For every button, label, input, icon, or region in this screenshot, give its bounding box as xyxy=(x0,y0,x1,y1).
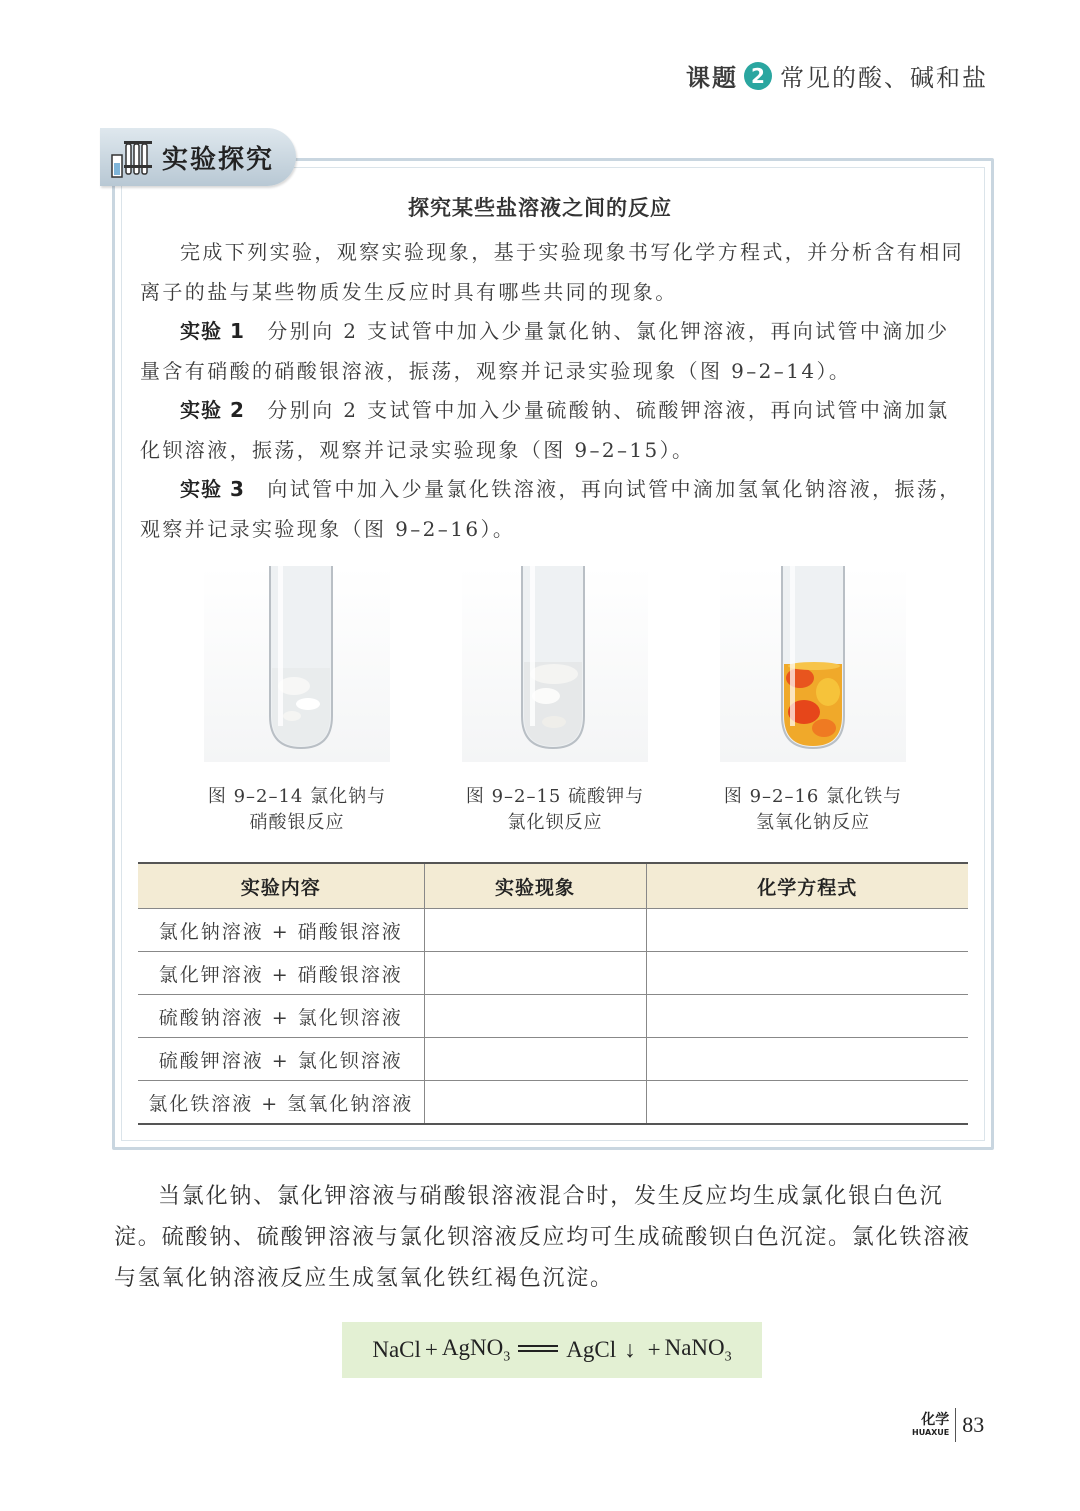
row-equation-cell xyxy=(646,995,968,1038)
figure-9-2-14-caption: 图 9–2–14 氯化钠与 硝酸银反应 xyxy=(207,786,387,833)
equals-sign-icon xyxy=(518,1342,558,1355)
equation-plus-1: + xyxy=(424,1337,438,1362)
equation-plus-2: + xyxy=(647,1337,661,1362)
row-equation-cell xyxy=(646,952,968,995)
table-header-row xyxy=(138,863,968,909)
row-content: 硫酸钠溶液 + 氯化钡溶液 xyxy=(138,995,424,1038)
row-phenomenon-cell xyxy=(424,952,646,995)
equation-reactant-2: AgNO$_3$ xyxy=(441,1334,511,1365)
footer-divider xyxy=(955,1408,956,1442)
experiment-3-text: 向试管中加入少量氯化铁溶液，再向试管中滴加氢氧化钠溶液，振荡，观察并记录实验现象（图 9–2–16）。 xyxy=(140,477,962,541)
subject-name: 化学 xyxy=(921,1412,950,1428)
row-phenomenon-cell xyxy=(424,1038,646,1081)
experiment-1-text: 分别向 2 支试管中加入少量氯化钠、氯化钾溶液，再向试管中滴加少量含有硝酸的硝酸银溶液，振荡，观察并记录实验现象（图 9–2–14）。 xyxy=(140,319,950,383)
experiment-table xyxy=(138,862,968,1125)
intro-paragraph: 完成下列实验，观察实验现象，基于实验现象书写化学方程式，并分析含有相同离子的盐与某些物质发生反应时具有哪些共同的现象。 xyxy=(140,240,964,304)
experiment-2 xyxy=(140,390,970,470)
experiment-3 xyxy=(140,469,970,549)
equation-product-2: NaNO$_3$ xyxy=(664,1334,732,1365)
figure-9-2-16-photo xyxy=(720,566,906,762)
subject-mark xyxy=(912,1413,949,1437)
table-row xyxy=(138,952,968,995)
equation-reactant-1: NaCl xyxy=(372,1337,421,1362)
table-row xyxy=(138,909,968,952)
chapter-prefix: 课题 xyxy=(686,64,738,92)
column-header-phenomenon: 实验现象 xyxy=(424,863,646,909)
chapter-number-badge: 2 xyxy=(744,62,772,90)
experiment-2-text: 分别向 2 支试管中加入少量硫酸钠、硫酸钾溶液，再向试管中滴加氯化钡溶液，振荡，观察并记录实验现象（图 9–2–15）。 xyxy=(140,398,950,462)
experiment-1-label: 实验 1 xyxy=(180,319,245,343)
row-content: 氯化铁溶液 + 氢氧化钠溶液 xyxy=(138,1081,424,1125)
row-phenomenon-cell xyxy=(424,909,646,952)
column-header-content: 实验内容 xyxy=(138,863,424,909)
equation-product-1: AgCl xyxy=(566,1337,617,1362)
chemical-equation xyxy=(342,1322,762,1378)
row-equation-cell xyxy=(646,1081,968,1125)
experiment-badge-title: 实验探究 xyxy=(162,144,275,175)
chapter-header xyxy=(686,58,988,93)
test-tubes-icon xyxy=(110,135,154,179)
page-number: 83 xyxy=(962,1412,985,1437)
subject-pinyin: HUAXUE xyxy=(912,1428,950,1437)
row-content: 硫酸钾溶液 + 氯化钡溶液 xyxy=(138,1038,424,1081)
row-equation-cell xyxy=(646,909,968,952)
table-row xyxy=(138,1038,968,1081)
precipitate-arrow-icon: ↓ xyxy=(624,1337,636,1362)
column-header-equation: 化学方程式 xyxy=(646,863,968,909)
page-footer xyxy=(912,1408,984,1442)
figure-9-2-16-caption: 图 9–2–16 氯化铁与 氢氧化钠反应 xyxy=(723,786,903,833)
figure-9-2-14-photo xyxy=(204,566,390,762)
figure-9-2-15-caption: 图 9–2–15 硫酸钾与 氯化钡反应 xyxy=(465,786,645,833)
row-content: 氯化钠溶液 + 硝酸银溶液 xyxy=(138,909,424,952)
table-row xyxy=(138,995,968,1038)
conclusion-paragraph: 当氯化钠、氯化钾溶液与硝酸银溶液混合时，发生反应均生成氯化银白色沉淀。硫酸钠、硫酸钾溶液与氯化钡溶液反应均可生成硫酸钡白色沉淀。氯化铁溶液与氢氧化钠溶液反应生成氢氧化铁红褐色沉淀。 xyxy=(114,1184,971,1291)
row-phenomenon-cell xyxy=(424,995,646,1038)
chapter-topic: 常见的酸、碱和盐 xyxy=(780,64,988,92)
section-subtitle: 探究某些盐溶液之间的反应 xyxy=(408,196,672,220)
experiment-badge xyxy=(100,128,296,186)
row-content: 氯化钾溶液 + 硝酸银溶液 xyxy=(138,952,424,995)
experiment-1 xyxy=(140,311,970,391)
table-row xyxy=(138,1081,968,1125)
experiment-2-label: 实验 2 xyxy=(180,398,245,422)
experiment-3-label: 实验 3 xyxy=(180,477,245,501)
row-phenomenon-cell xyxy=(424,1081,646,1125)
figure-9-2-15-photo xyxy=(462,566,648,762)
row-equation-cell xyxy=(646,1038,968,1081)
